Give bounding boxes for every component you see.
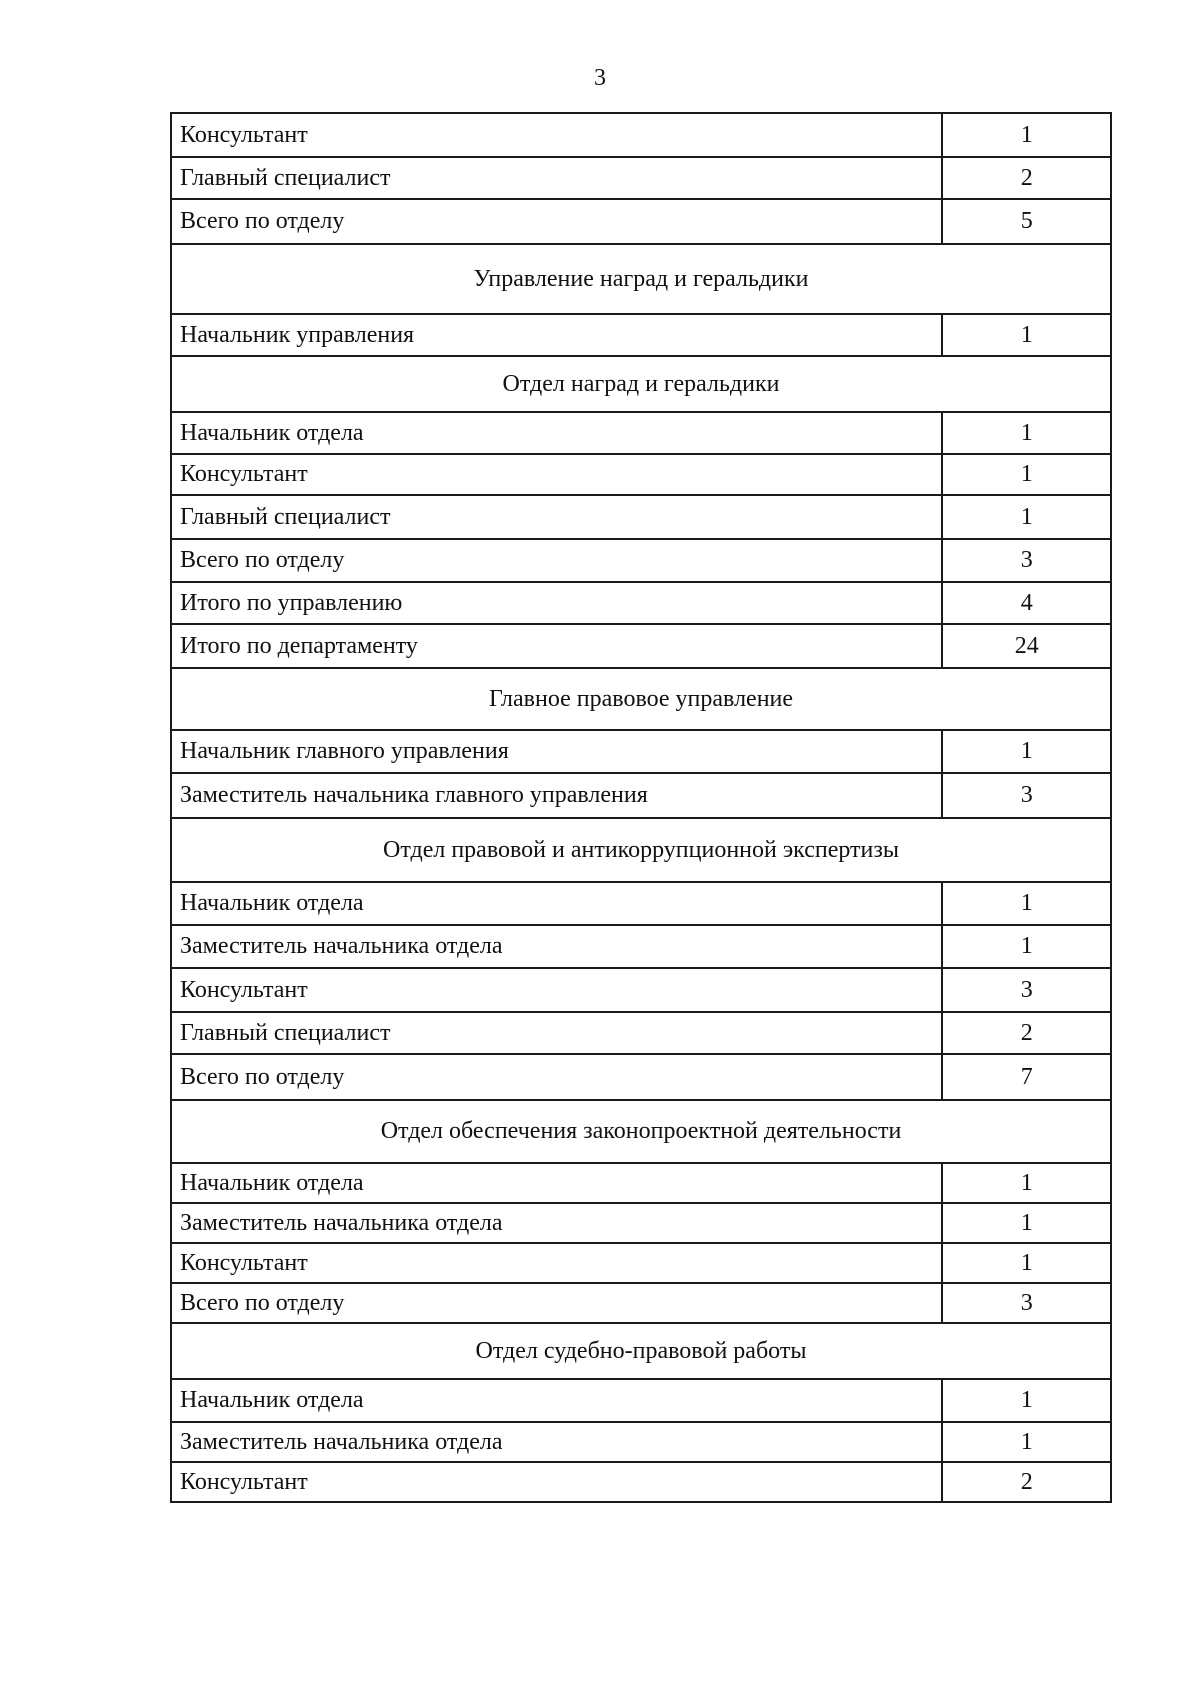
table-row	[171, 157, 1111, 199]
position-title: Начальник отдела	[171, 1379, 942, 1422]
position-title: Консультант	[171, 1243, 942, 1283]
section-header-row	[171, 1100, 1111, 1163]
position-count: 7	[942, 1054, 1111, 1100]
position-count: 4	[942, 582, 1111, 624]
position-count: 24	[942, 624, 1111, 668]
position-count: 1	[942, 1379, 1111, 1422]
position-count: 3	[942, 968, 1111, 1012]
position-count: 1	[942, 1243, 1111, 1283]
position-title: Всего по отделу	[171, 1283, 942, 1323]
position-count: 1	[942, 882, 1111, 925]
section-title: Отдел судебно-правовой работы	[171, 1323, 1111, 1379]
position-title: Заместитель начальника отдела	[171, 925, 942, 968]
position-title: Заместитель начальника главного управления	[171, 773, 942, 818]
position-count: 2	[942, 157, 1111, 199]
section-title: Отдел обеспечения законопроектной деятельности	[171, 1100, 1111, 1163]
table-row	[171, 925, 1111, 968]
table-row	[171, 199, 1111, 244]
position-title: Начальник отдела	[171, 412, 942, 454]
position-title: Главный специалист	[171, 1012, 942, 1054]
table-row	[171, 412, 1111, 454]
table-row	[171, 1283, 1111, 1323]
position-count: 3	[942, 539, 1111, 582]
table-row	[171, 968, 1111, 1012]
position-title: Всего по отделу	[171, 539, 942, 582]
section-header-row	[171, 1323, 1111, 1379]
position-count: 1	[942, 730, 1111, 773]
table-row	[171, 539, 1111, 582]
position-title: Консультант	[171, 1462, 942, 1502]
table-row	[171, 495, 1111, 539]
table-row	[171, 113, 1111, 157]
position-count: 2	[942, 1012, 1111, 1054]
section-title: Главное правовое управление	[171, 668, 1111, 730]
table-row	[171, 882, 1111, 925]
table-row	[171, 1422, 1111, 1462]
table-row	[171, 314, 1111, 356]
table-row	[171, 773, 1111, 818]
table-row	[171, 624, 1111, 668]
position-count: 1	[942, 454, 1111, 495]
position-count: 1	[942, 314, 1111, 356]
table-row	[171, 1012, 1111, 1054]
position-title: Начальник главного управления	[171, 730, 942, 773]
position-title: Заместитель начальника отдела	[171, 1203, 942, 1243]
position-count: 3	[942, 773, 1111, 818]
position-count: 1	[942, 495, 1111, 539]
section-header-row	[171, 356, 1111, 412]
table-row	[171, 1203, 1111, 1243]
position-count: 1	[942, 1163, 1111, 1203]
table-row	[171, 1243, 1111, 1283]
section-title: Управление наград и геральдики	[171, 244, 1111, 314]
position-title: Всего по отделу	[171, 199, 942, 244]
position-title: Консультант	[171, 454, 942, 495]
position-count: 5	[942, 199, 1111, 244]
position-title: Заместитель начальника отдела	[171, 1422, 942, 1462]
position-count: 1	[942, 113, 1111, 157]
position-count: 1	[942, 412, 1111, 454]
table-row	[171, 1054, 1111, 1100]
staffing-table-body	[171, 113, 1111, 1502]
position-title: Главный специалист	[171, 157, 942, 199]
section-header-row	[171, 818, 1111, 882]
table-row	[171, 730, 1111, 773]
position-count: 2	[942, 1462, 1111, 1502]
staffing-table	[170, 112, 1112, 1503]
table-row	[171, 1379, 1111, 1422]
position-title: Начальник отдела	[171, 882, 942, 925]
position-count: 1	[942, 1422, 1111, 1462]
table-row	[171, 1163, 1111, 1203]
table-row	[171, 582, 1111, 624]
position-count: 3	[942, 1283, 1111, 1323]
table-row	[171, 454, 1111, 495]
page-number: 3	[594, 65, 606, 91]
position-title: Итого по управлению	[171, 582, 942, 624]
position-title: Главный специалист	[171, 495, 942, 539]
section-title: Отдел правовой и антикоррупционной экспертизы	[171, 818, 1111, 882]
section-header-row	[171, 668, 1111, 730]
position-title: Консультант	[171, 113, 942, 157]
section-header-row	[171, 244, 1111, 314]
position-title: Всего по отделу	[171, 1054, 942, 1100]
position-title: Начальник управления	[171, 314, 942, 356]
position-title: Консультант	[171, 968, 942, 1012]
position-title: Начальник отдела	[171, 1163, 942, 1203]
position-count: 1	[942, 1203, 1111, 1243]
section-title: Отдел наград и геральдики	[171, 356, 1111, 412]
position-count: 1	[942, 925, 1111, 968]
table-row	[171, 1462, 1111, 1502]
position-title: Итого по департаменту	[171, 624, 942, 668]
